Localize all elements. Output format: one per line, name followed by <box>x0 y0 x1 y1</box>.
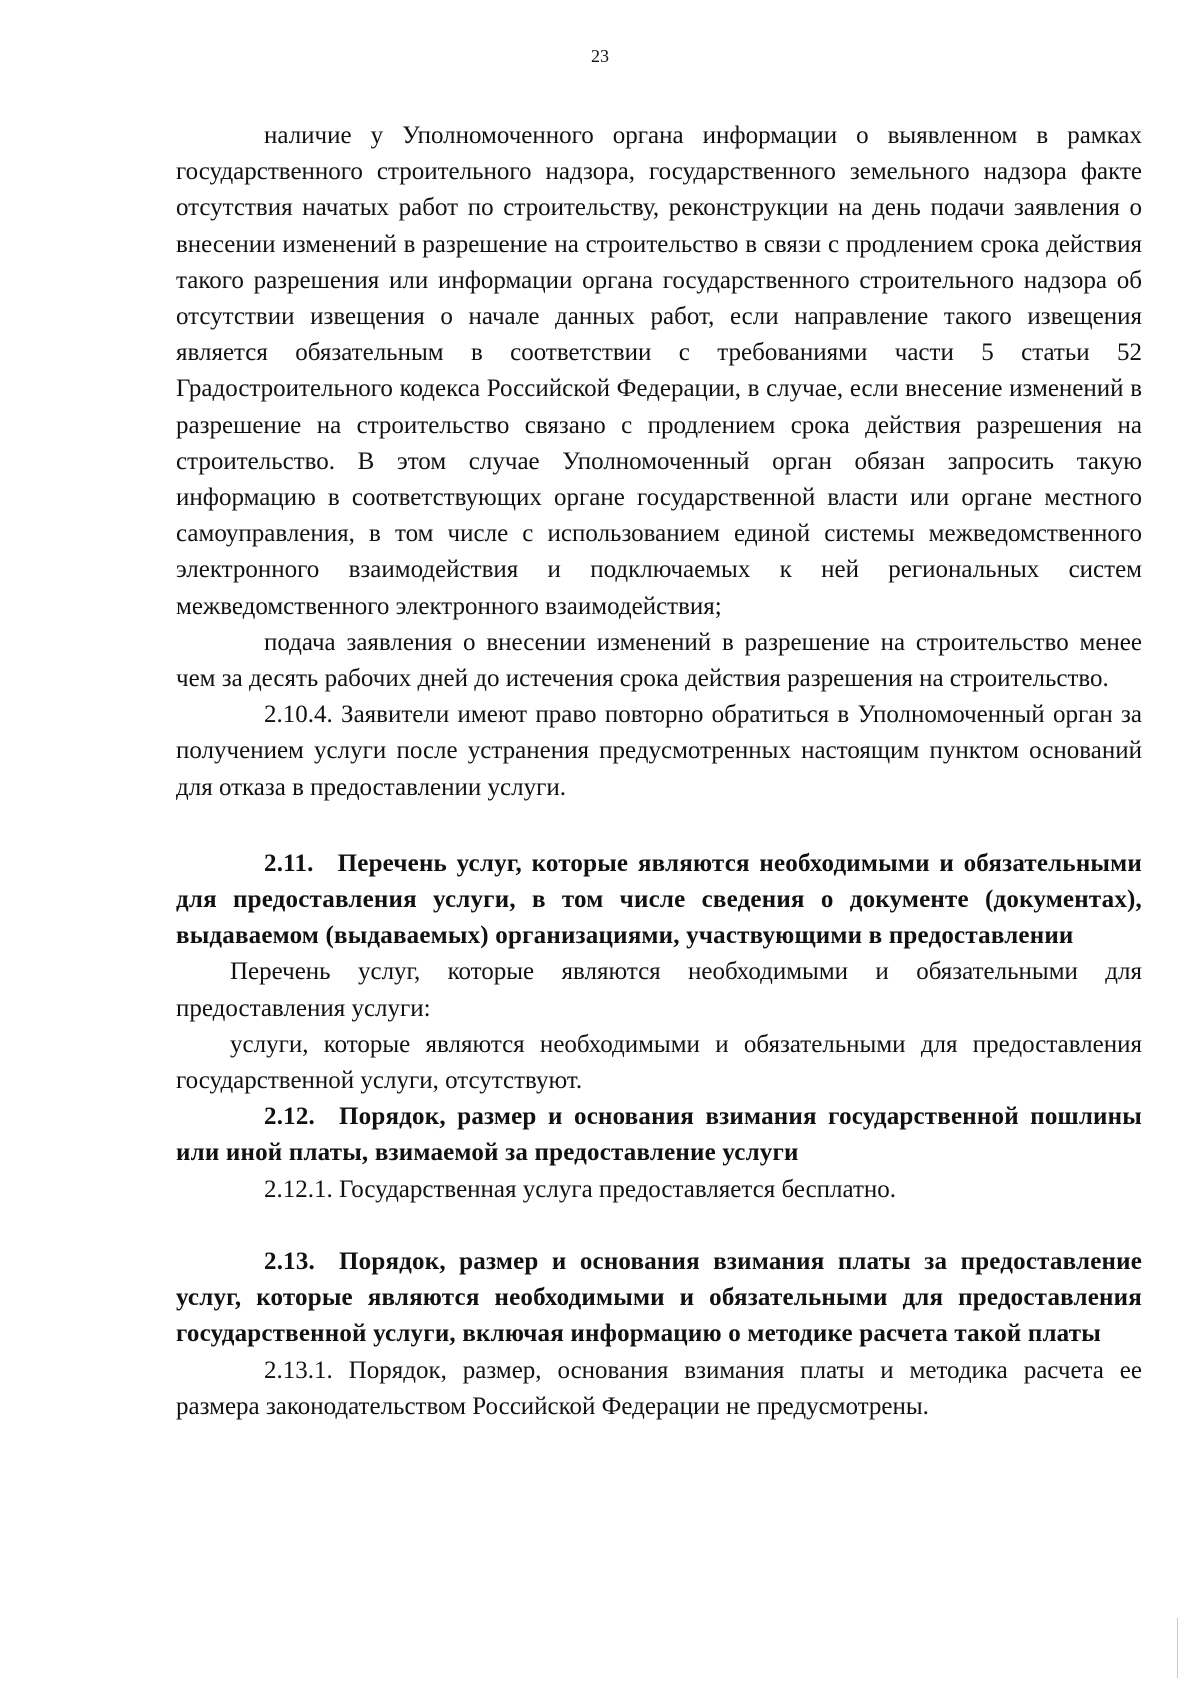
paragraph-2-10-4: 2.10.4. Заявители имеют право повторно обратиться в Уполномоченный орган за получением услуги после устранения предусмотренных настоящим пунктом оснований для отказа в предоставлении услуги. <box>176 701 1142 801</box>
section-2-12-heading <box>176 1099 1142 1171</box>
paragraph-application-deadline: подача заявления о внесении изменений в разрешение на строительство менее чем за десять рабочих дней до истечения срока действия разрешения на строительство. <box>176 628 1142 693</box>
paragraph-2-12-1: 2.12.1. Государственная услуга предоставляется бесплатно. <box>264 1175 897 1203</box>
section-2-11-text-list-intro: Перечень услуг, которые являются необходимыми и обязательными для предоставления услуги: <box>176 958 1142 1022</box>
section-2-11-text-services-absent: услуги, которые являются необходимыми и обязательными для предоставления государственной услуги, отсутствуют. <box>176 1030 1142 1095</box>
section-2-13-title: Порядок, размер и основания взимания платы за предоставление услуг, которые являются необходимыми и обязательными для предоставления государственной услуги, включая информацию о методике расчета такой платы <box>176 1247 1142 1348</box>
section-2-11-title: Перечень услуг, которые являются необходимыми и обязательными для предоставления услуги, в том числе сведения о документе (документах), выдаваемом (выдаваемых) организациями, участвующими в предоставлении <box>176 849 1142 950</box>
paragraph-2-13-1: 2.13.1. Порядок, размер, основания взимания платы и методика расчета ее размера законодательством Российской Федерации не предусмотрены. <box>176 1356 1142 1420</box>
scan-edge-mark <box>1177 1618 1178 1678</box>
paragraph-basis-for-refusal: наличие у Уполномоченного органа информации о выявленном в рамках государственного строительного надзора, государственного земельного надзора факте отсутствия начатых работ по строительству, реконструкции на день подачи заявления о внесении изменений в разрешение на строительство в связи с продлением срока действия такого разрешения или информации органа государственного строительного надзора об отсутствии извещения о начале данных работ, если направление такого извещения является обязательным в соответствии с требованиями части 5 статьи 52 Градостроительного кодекса Российской Федерации, в случае, если внесение изменений в разрешение на строительство связано с продлением срока действия разрешения на строительство. В этом случае Уполномоченный орган обязан запросить такую информацию в соответствующих органе государственной власти или органе местного самоуправления, в том числе с использованием единой системы межведомственного электронного взаимодействия и подключаемых к ней региональных систем межведомственного электронного взаимодействия; <box>176 122 1142 620</box>
section-2-13-number: 2.13. <box>264 1247 315 1275</box>
section-spacer <box>176 1208 1142 1244</box>
section-2-11-heading <box>176 846 1142 955</box>
section-2-11-number: 2.11. <box>264 849 314 877</box>
document-body <box>176 118 1142 1425</box>
section-2-13-heading <box>176 1244 1142 1353</box>
section-2-12-number: 2.12. <box>264 1103 315 1131</box>
section-spacer <box>176 806 1142 846</box>
section-2-12-title: Порядок, размер и основания взимания государственной пошлины или иной платы, взимаемой за предоставление услуги <box>176 1103 1142 1167</box>
page-number: 23 <box>591 46 609 66</box>
